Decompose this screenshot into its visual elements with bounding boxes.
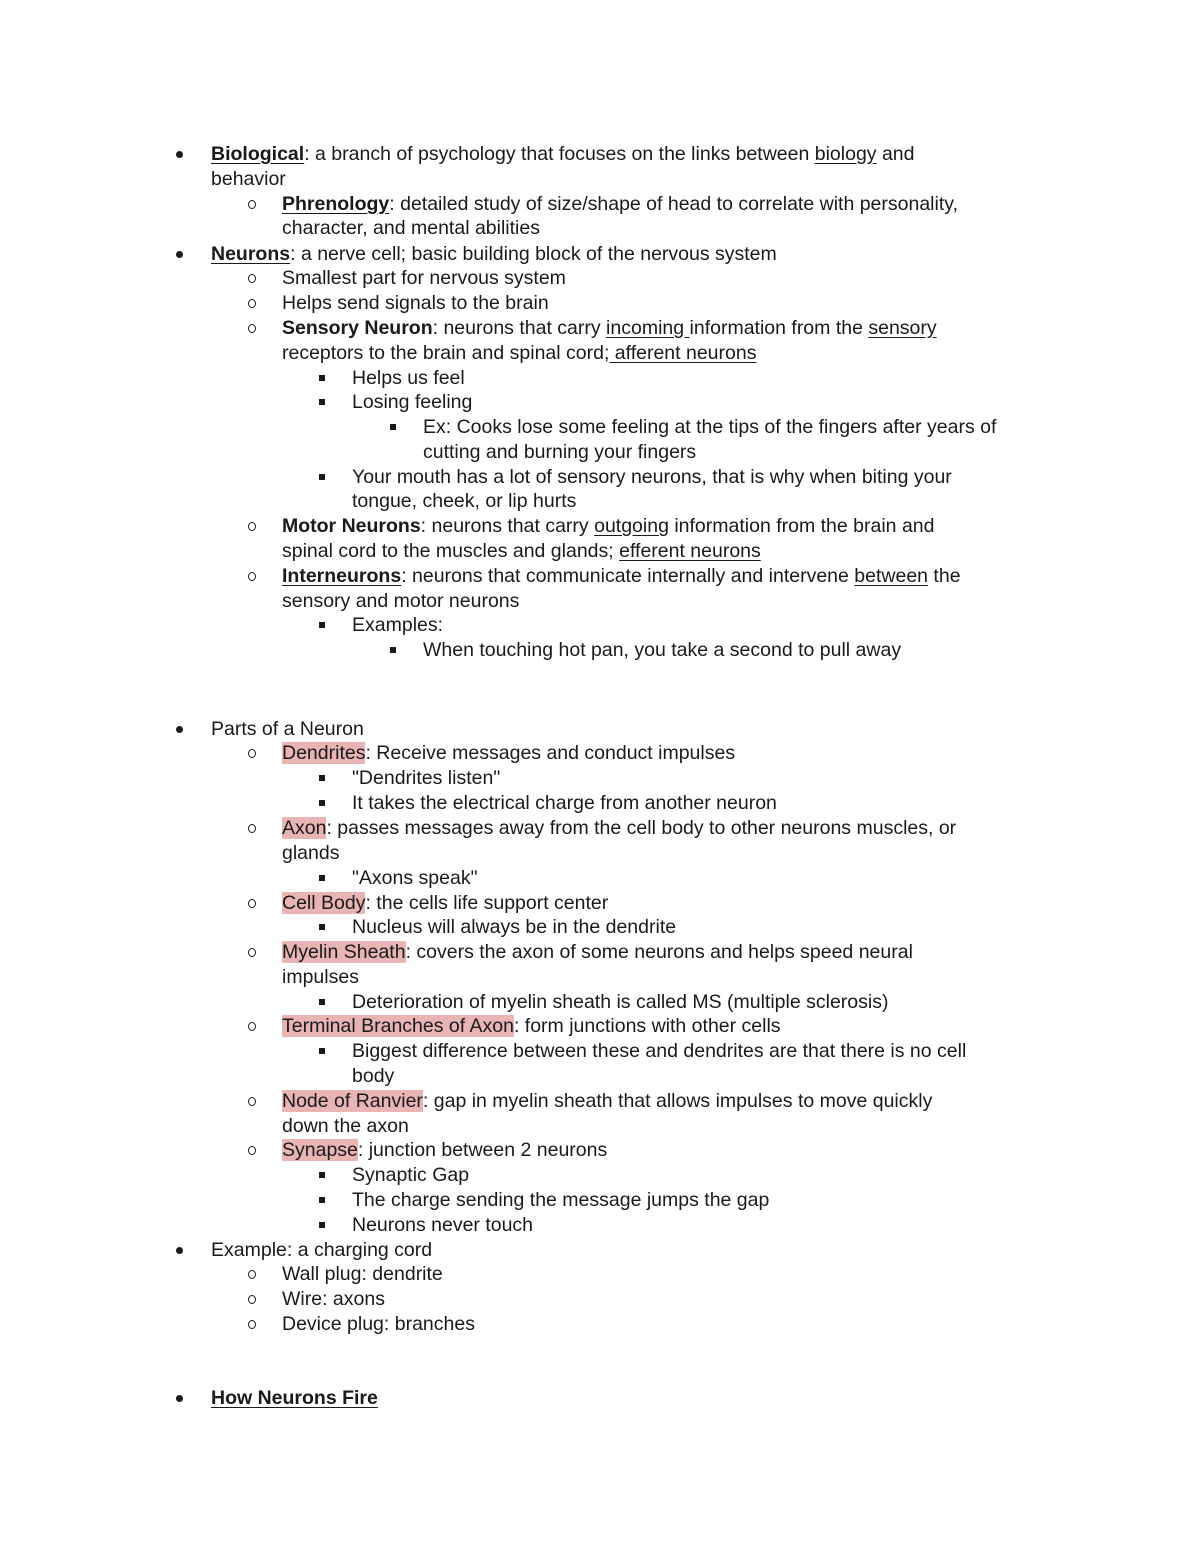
term-interneurons: Interneurons	[282, 565, 402, 587]
list-item-text: tongue, cheek, or lip hurts	[352, 490, 577, 512]
definition-text: and	[876, 143, 915, 165]
definition-text: glands	[282, 842, 340, 864]
underlined-text: sensory	[868, 317, 937, 339]
list-item-text: When touching hot pan, you take a second to pull away	[423, 639, 902, 661]
definition-text: : neurons that carry	[432, 317, 607, 339]
bullet-circle	[248, 522, 256, 531]
definition-text: information from the brain and	[668, 515, 935, 537]
list-item-text: Nucleus will always be in the dendrite	[352, 916, 677, 938]
definition-text: behavior	[211, 168, 286, 190]
term-biological: Biological	[211, 143, 305, 165]
bullet-circle	[248, 899, 256, 908]
bullet-square	[319, 1048, 325, 1054]
list-item-text: It takes the electrical charge from another neuron	[352, 792, 777, 814]
bullet-circle	[248, 299, 256, 308]
underlined-text: outgoing	[594, 515, 669, 537]
definition-text: : Receive messages and conduct impulses	[365, 742, 736, 764]
list-item-text: Examples:	[352, 614, 444, 636]
bullet-disc	[176, 151, 183, 158]
definition-text: the	[928, 565, 961, 587]
bullet-circle	[248, 200, 256, 209]
bullet-square	[319, 622, 325, 628]
bullet-square	[319, 875, 325, 881]
bullet-disc	[176, 1395, 183, 1402]
list-item-text: Example: a charging cord	[211, 1239, 433, 1261]
definition-text: : the cells life support center	[365, 892, 609, 914]
term-terminal-branches: Terminal Branches of Axon	[282, 1015, 514, 1037]
definition-text: : neurons that communicate internally and intervene	[401, 565, 855, 587]
term-cell-body: Cell Body	[282, 892, 366, 914]
bullet-square	[390, 424, 396, 430]
bullet-circle	[248, 1146, 256, 1155]
bullet-square	[319, 474, 325, 480]
bullet-circle	[248, 948, 256, 957]
underlined-text: between	[854, 565, 929, 587]
bullet-circle	[248, 572, 256, 581]
list-item-text: Your mouth has a lot of sensory neurons, that is why when biting your	[352, 466, 952, 488]
list-item-text: Ex: Cooks lose some feeling at the tips of the fingers after years of	[423, 416, 997, 438]
bullet-square	[319, 399, 325, 405]
list-item-text: The charge sending the message jumps the gap	[352, 1189, 770, 1211]
list-item-text: Helps send signals to the brain	[282, 292, 549, 314]
section-title: How Neurons Fire	[211, 1387, 378, 1409]
underlined-text: efferent neurons	[619, 540, 761, 562]
definition-text: sensory and motor neurons	[282, 590, 520, 612]
bullet-square	[390, 647, 396, 653]
definition-text: receptors to the brain and spinal cord;	[282, 342, 610, 364]
bullet-circle	[248, 1097, 256, 1106]
underlined-text: afferent neurons	[609, 342, 757, 364]
list-item-text: body	[352, 1065, 395, 1087]
list-item-text: Smallest part for nervous system	[282, 267, 566, 289]
list-item-text: Helps us feel	[352, 367, 465, 389]
definition-text: impulses	[282, 966, 359, 988]
definition-text: : detailed study of size/shape of head to correlate with personality,	[389, 193, 958, 215]
definition-text: : form junctions with other cells	[513, 1015, 781, 1037]
definition-text: : junction between 2 neurons	[357, 1139, 608, 1161]
bullet-square	[319, 775, 325, 781]
term-node-of-ranvier: Node of Ranvier	[282, 1090, 423, 1112]
bullet-circle	[248, 274, 256, 283]
list-item-text: Losing feeling	[352, 391, 473, 413]
term-synapse: Synapse	[282, 1139, 358, 1161]
bullet-square	[319, 800, 325, 806]
bullet-disc	[176, 726, 183, 733]
list-item-text: Synaptic Gap	[352, 1164, 470, 1186]
list-item-text: Wall plug: dendrite	[282, 1263, 443, 1285]
list-item-text: "Axons speak"	[352, 867, 478, 889]
bullet-square	[319, 375, 325, 381]
list-item-text: Neurons never touch	[352, 1214, 534, 1236]
list-item-text: Deterioration of myelin sheath is called MS (multiple sclerosis)	[352, 991, 889, 1013]
bullet-square	[319, 1197, 325, 1203]
bullet-square	[319, 1222, 325, 1228]
bullet-square	[319, 924, 325, 930]
bullet-disc	[176, 1247, 183, 1254]
bullet-circle	[248, 324, 256, 333]
term-motor-neurons: Motor Neurons	[282, 515, 421, 537]
list-item-text: Device plug: branches	[282, 1313, 475, 1335]
term-myelin-sheath: Myelin Sheath	[282, 941, 406, 963]
bullet-square	[319, 999, 325, 1005]
term-axon: Axon	[282, 817, 327, 839]
list-item-text: Wire: axons	[282, 1288, 385, 1310]
list-item-text: "Dendrites listen"	[352, 767, 501, 789]
definition-text: : covers the axon of some neurons and helps speed neural	[405, 941, 913, 963]
definition-text: character, and mental abilities	[282, 217, 540, 239]
definition-text: : a nerve cell; basic building block of the nervous system	[290, 243, 777, 265]
term-neurons: Neurons	[211, 243, 291, 265]
bullet-circle	[248, 1320, 256, 1329]
bullet-circle	[248, 1270, 256, 1279]
bullet-disc	[176, 251, 183, 258]
definition-text: : neurons that carry	[420, 515, 595, 537]
term-phrenology: Phrenology	[282, 193, 390, 215]
underlined-text: incoming	[606, 317, 690, 339]
definition-text: down the axon	[282, 1115, 409, 1137]
bullet-circle	[248, 824, 256, 833]
term-sensory-neuron: Sensory Neuron	[282, 317, 433, 339]
definition-text: : gap in myelin sheath that allows impulses to move quickly	[422, 1090, 933, 1112]
section-title: Parts of a Neuron	[211, 718, 364, 740]
term-dendrites: Dendrites	[282, 742, 366, 764]
list-item-text: Biggest difference between these and dendrites are that there is no cell	[352, 1040, 967, 1062]
underlined-text: biology	[814, 143, 877, 165]
bullet-circle	[248, 1295, 256, 1304]
definition-text: information from the	[689, 317, 869, 339]
bullet-circle	[248, 749, 256, 758]
definition-text: : a branch of psychology that focuses on the links between	[304, 143, 815, 165]
definition-text: : passes messages away from the cell body to other neurons muscles, or	[326, 817, 957, 839]
definition-text: spinal cord to the muscles and glands;	[282, 540, 620, 562]
bullet-circle	[248, 1022, 256, 1031]
list-item-text: cutting and burning your fingers	[423, 441, 697, 463]
bullet-square	[319, 1172, 325, 1178]
